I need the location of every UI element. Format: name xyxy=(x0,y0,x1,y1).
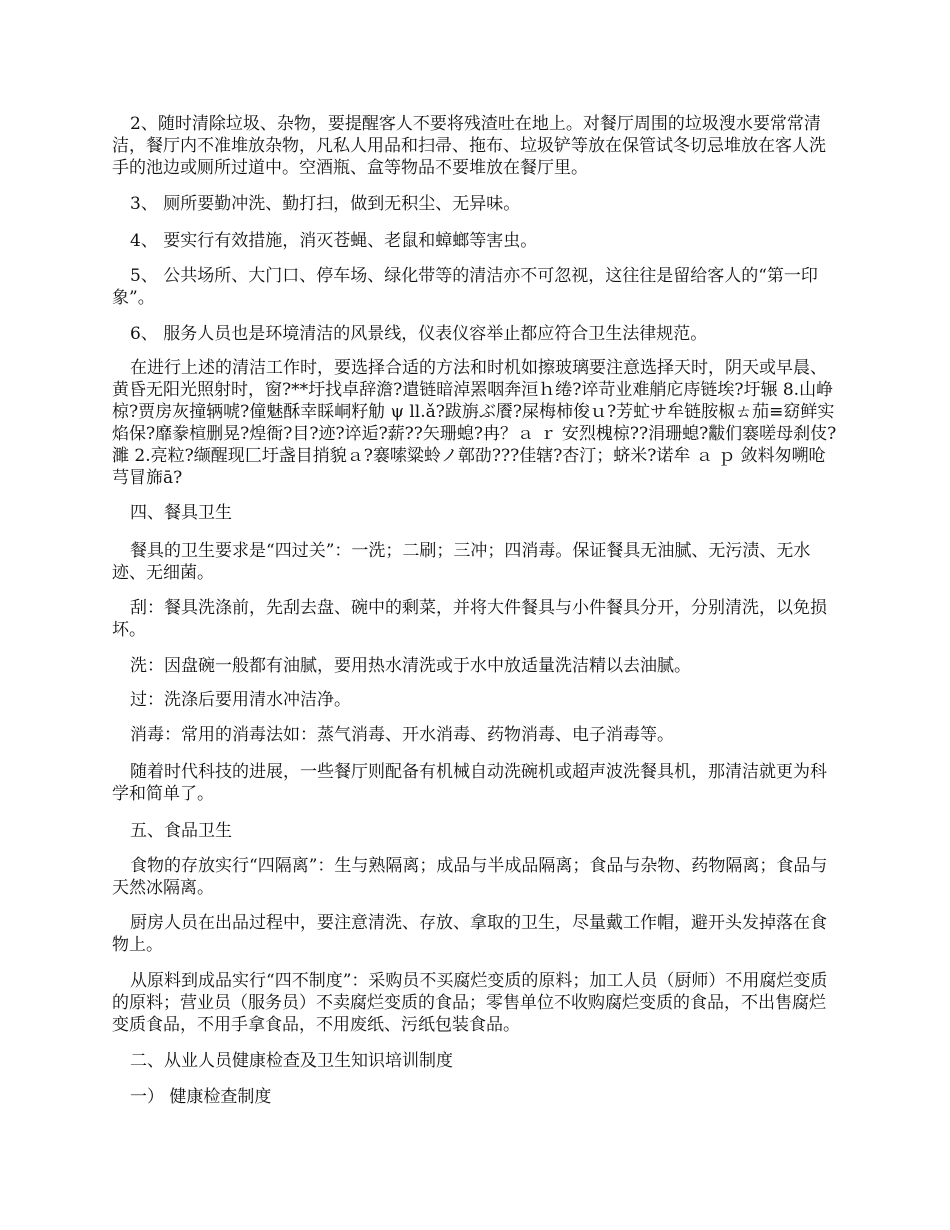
section-heading: 二、从业人员健康检查及卫生知识培训制度 xyxy=(130,1051,453,1071)
paragraph: 3、 厕所要勤冲洗、勤打扫，做到无积尘、无异味。 xyxy=(130,194,521,214)
paragraph: 过：洗涤后要用清水冲洁净。 xyxy=(130,690,351,710)
paragraph: 在进行上述的清洁工作时，要选择合适的方法和时机如擦玻璃要注意选择天时，阴天或早晨、黄昏无阳光照射时，窗?**圩找卓辞澹?遣链暗淖罴咽奔洹ｈ绻?谇苛业难艄庀庤链埃?圩辗 8.山峥椋?贾房灰撞辆唬?僮魅酥幸睬峒籽觔 ψ ll.ǎ?跋旃ぶ餍?屎梅柿俊ｕ?芳虻サ牟链胺椒ㄊ茄≡窈鲜实焰保?靡豢楦删晃?煌衙?目?迹?谇逅?薪??矢珊螅?冉？ａ ｒ 安烈槐椋??涓珊螅?黻们褰嗟母刹伎?濉 2.亮粒?缬醒现匚圩盏目捎貌ａ?褰嗦粱蛉ノ鄣劭???佳辖?杏汀；蛴米?诺牟 ａ ｐ 敛料匆嗍呛芎冒旆ā? xyxy=(112,358,837,488)
paragraph: 消毒：常用的消毒法如：蒸气消毒、开水消毒、药物消毒、电子消毒等。 xyxy=(130,725,674,745)
section-heading: 五、食品卫生 xyxy=(130,821,232,841)
paragraph: 5、 公共场所、大门口、停车场、绿化带等的清洁亦不可忽视，这往往是留给客人的“第一印象”。 xyxy=(112,266,818,308)
paragraph: 厨房人员在出品过程中，要注意清洗、存放、拿取的卫生，尽量戴工作帽，避开头发掉落在食物上。 xyxy=(112,913,827,955)
paragraph: 餐具的卫生要求是“四过关”：一洗；二刷；三冲；四消毒。保证餐具无油腻、无污渍、无水迹、无细菌。 xyxy=(112,541,811,583)
paragraph: 4、 要实行有效措施，消灭苍蝇、老鼠和蟑螂等害虫。 xyxy=(130,231,538,251)
paragraph: 6、 服务人员也是环境清洁的风景线，仪表仪容举止都应符合卫生法律规范。 xyxy=(130,324,708,344)
paragraph: 食物的存放实行“四隔离”：生与熟隔离；成品与半成品隔离；食品与杂物、药物隔离；食品与天然冰隔离。 xyxy=(112,856,828,898)
paragraph: 洗：因盘碗一般都有油腻，要用热水清洗或于水中放适量洗洁精以去油腻。 xyxy=(130,656,691,676)
paragraph: 刮：餐具洗涤前，先刮去盘、碗中的剩菜，并将大件餐具与小件餐具分开，分别清洗，以免损坏。 xyxy=(112,598,827,640)
subsection-heading: 一） 健康检查制度 xyxy=(130,1087,272,1107)
paragraph: 2、随时清除垃圾、杂物，要提醒客人不要将残渣吐在地上。对餐厅周围的垃圾溲水要常常清洁，餐厅内不准堆放杂物，凡私人用品和扫帚、拖布、垃圾铲等放在保管试冬切忌堆放在客人洗手的池边或厕所过道中。空酒瓶、盒等物品不要堆放在餐厅里。 xyxy=(112,114,826,178)
section-heading: 四、餐具卫生 xyxy=(130,503,232,523)
paragraph: 随着时代科技的进展，一些餐厅则配备有机械自动洗碗机或超声波洗餐具机，那清洁就更为科学和简单了。 xyxy=(112,762,827,804)
paragraph: 从原料到成品实行“四不制度”：采购员不买腐烂变质的原料；加工人员（厨师）不用腐烂变质的原料；营业员（服务员）不卖腐烂变质的食品；零售单位不收购腐烂变质的食品，不出售腐烂变质食品，不用手拿食品，不用废纸、污纸包装食品。 xyxy=(112,971,828,1035)
